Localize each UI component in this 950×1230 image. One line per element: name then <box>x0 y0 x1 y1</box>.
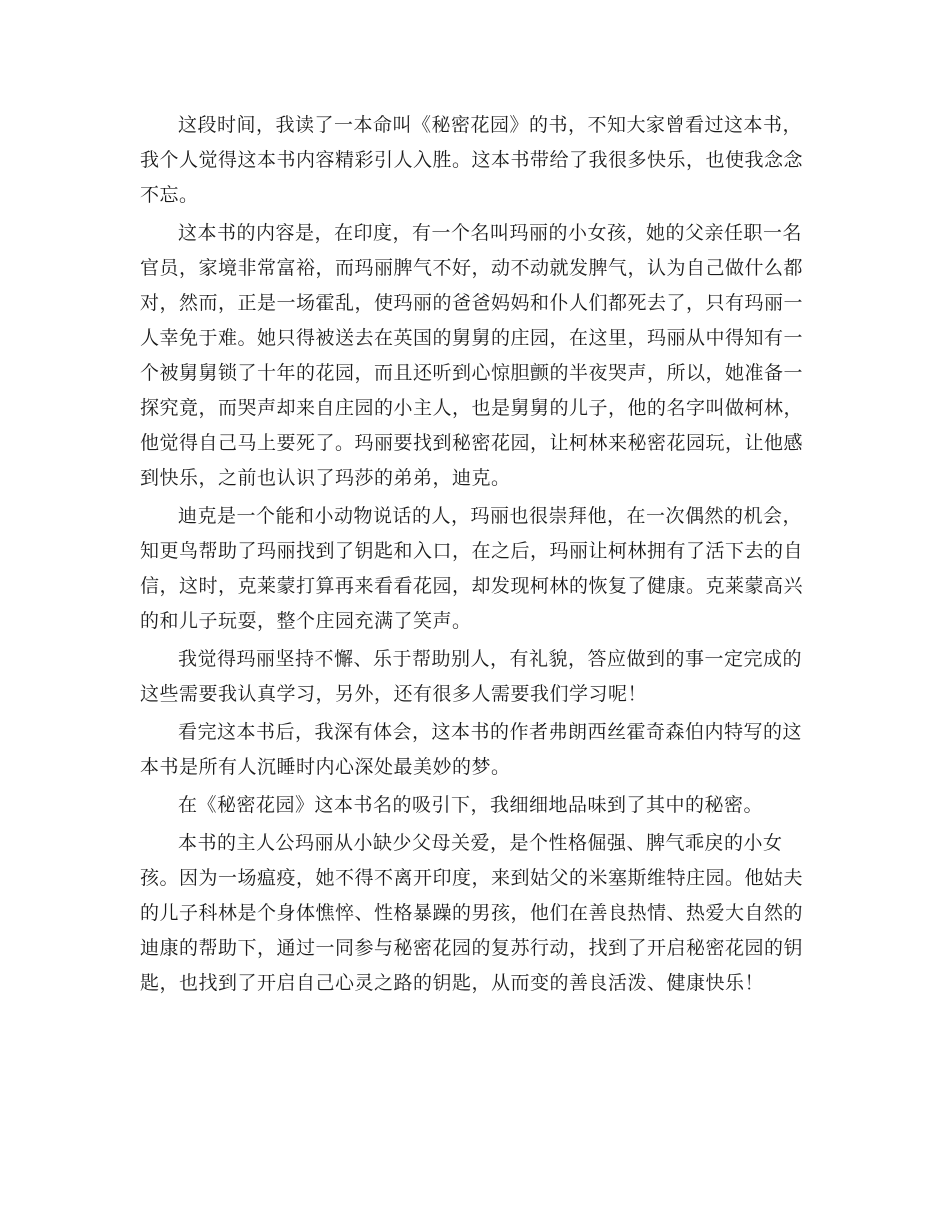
document-body <box>140 108 820 1004</box>
paragraph: 这本书的内容是，在印度，有一个名叫玛丽的小女孩，她的父亲任职一名官员，家境非常富裕，而玛丽脾气不好，动不动就发脾气，认为自己做什么都对，然而，正是一场霍乱，使玛丽的爸爸妈妈和仆人们都死去了，只有玛丽一人幸免于难。她只得被送去在英国的舅舅的庄园，在这里，玛丽从中得知有一个被舅舅锁了十年的花园，而且还听到心惊胆颤的半夜哭声，所以，她准备一探究竟，而哭声却来自庄园的小主人，也是舅舅的儿子，他的名字叫做柯林，他觉得自己马上要死了。玛丽要找到秘密花园，让柯林来秘密花园玩，让他感到快乐，之前也认识了玛莎的弟弟，迪克。 <box>140 222 804 489</box>
paragraph: 看完这本书后，我深有体会，这本书的作者弗朗西丝霍奇森伯内特写的这本书是所有人沉睡时内心深处最美妙的梦。 <box>140 721 803 778</box>
paragraph: 本书的主人公玛丽从小缺少父母关爱，是个性格倔强、脾气乖戾的小女孩。因为一场瘟疫，她不得不离开印度，来到姑父的米塞斯维特庄园。他姑夫的儿子科林是个身体憔悴、性格暴躁的男孩，他们在善良热情、热爱大自然的迪康的帮助下，通过一同参与秘密花园的复苏行动，找到了开启秘密花园的钥匙，也找到了开启自己心灵之路的钥匙，从而变的善良活泼、健康快乐！ <box>140 832 804 994</box>
paragraph: 在《秘密花园》这本书名的吸引下，我细细地品味到了其中的秘密。 <box>178 794 764 816</box>
paragraph: 这段时间，我读了一本命叫《秘密花园》的书，不知大家曾看过这本书，我个人觉得这本书内容精彩引人入胜。这本书带给了我很多快乐，也使我念念不忘。 <box>140 114 804 206</box>
paragraph: 我觉得玛丽坚持不懈、乐于帮助别人，有礼貌，答应做到的事一定完成的这些需要我认真学习，另外，还有很多人需要我们学习呢！ <box>140 648 803 705</box>
paragraph: 迪克是一个能和小动物说话的人，玛丽也很崇拜他，在一次偶然的机会，知更鸟帮助了玛丽找到了钥匙和入口，在之后，玛丽让柯林拥有了活下去的自信，这时，克莱蒙打算再来看看花园，却发现柯林的恢复了健康。克莱蒙高兴的和儿子玩耍，整个庄园充满了笑声。 <box>140 505 804 632</box>
